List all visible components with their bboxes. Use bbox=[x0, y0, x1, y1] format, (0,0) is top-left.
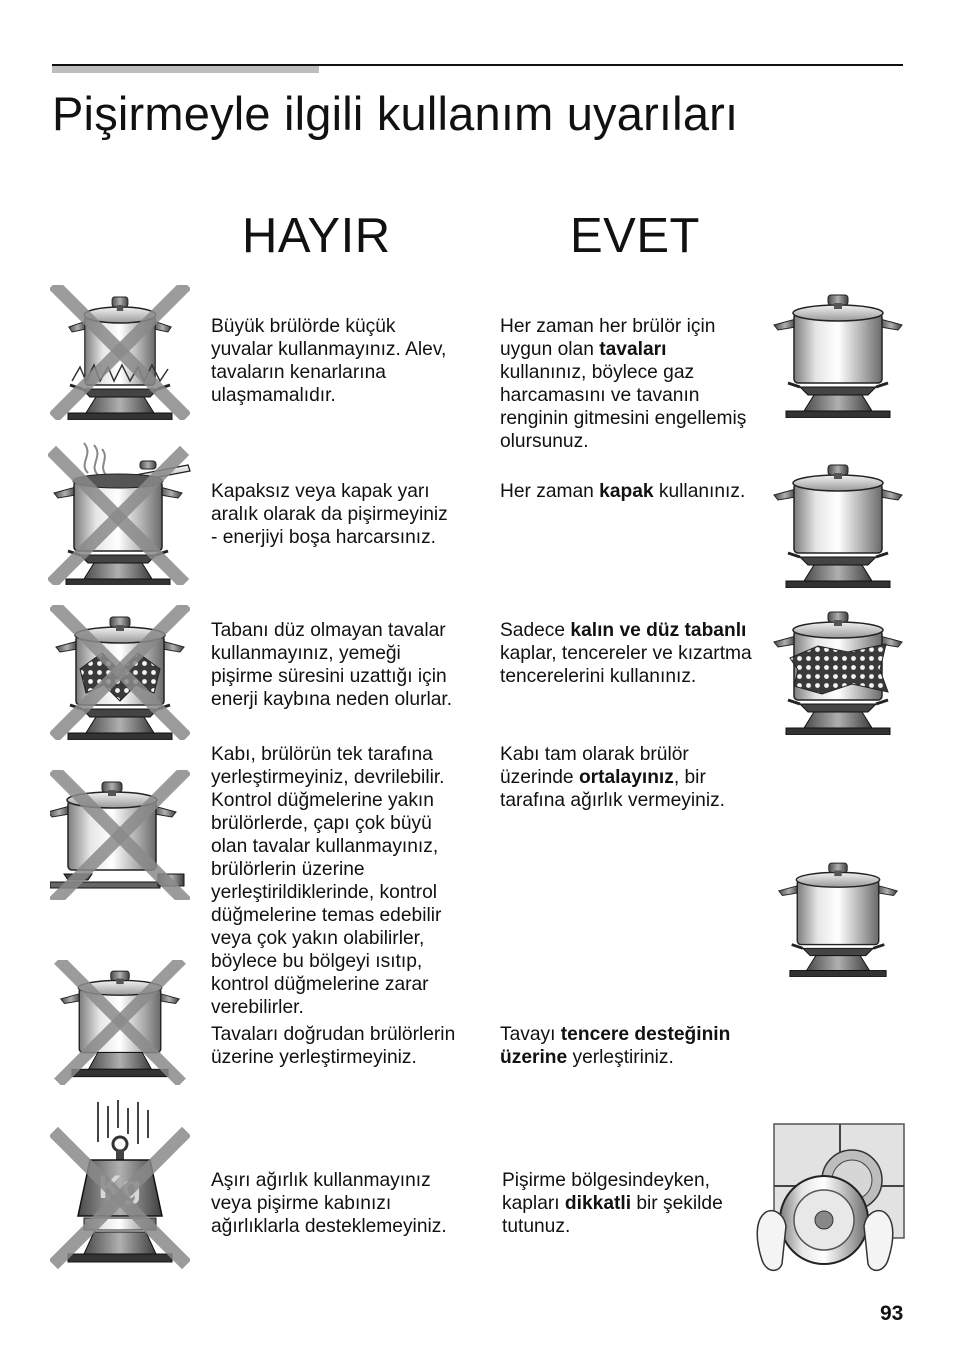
row-6-yes-text: Pişirme bölgesindeyken, kapları dikkatli bir şekilde tutunuz. bbox=[502, 1170, 723, 1237]
row-2-no-text: Kapaksız veya kapak yarı aralık olarak da pişirmeyiniz - enerjiyi boşa harcarsınız. bbox=[211, 481, 448, 548]
row-5-no-text: Tavaları doğrudan brülörlerin üzerine yerleştirmeyiniz. bbox=[211, 1024, 456, 1068]
row-3-yes-text: Sadece kalın ve düz tabanlı kaplar, tencereler ve kızartma tencerelerini kullanınız. bbox=[500, 620, 752, 687]
row-3-no-text: Tabanı düz olmayan tavalar kullanmayınız, yemeği pişirme süresini uzattığı için enerji kaybına neden olurlar. bbox=[211, 620, 453, 710]
header-accent-bar bbox=[52, 66, 319, 73]
illustration-pot-directly-on-burner bbox=[50, 960, 190, 1085]
row-4-no-text: Kabı, brülörün tek tarafına yerleştirmeyiniz, devrilebilir. Kontrol düğmelerine yakın brülörlerde, çapı çok büyü olan tavalar kullanmayınız, brülörlerin üzerine yerleştirildiklerinde, kontrol düğmelerine temas edebilir veya çok yakın olabilirler, böylece bu bölgeyi ısıtıp, kontrol düğmelerine zarar verebilirler. bbox=[211, 744, 445, 1018]
column-heading-yes: EVET bbox=[570, 209, 700, 263]
row-5-yes-text: Tavayı tencere desteğinin üzerine yerleştiriniz. bbox=[500, 1024, 731, 1068]
weight-label: Kg bbox=[98, 1169, 142, 1205]
page-number: 93 bbox=[880, 1302, 904, 1325]
row-1-yes-text: Her zaman her brülör için uygun olan tavaları kullanınız, böylece gaz harcamasını ve tavanın renginin gitmesini engellemiş olursunuz. bbox=[500, 316, 747, 452]
column-heading-no: HAYIR bbox=[242, 209, 391, 263]
illustration-heavy-weight-on-pot bbox=[50, 1098, 190, 1278]
row-6-no-text: Aşırı ağırlık kullanmayınız veya pişirme kabınızı ağırlıklarla desteklemeyiniz. bbox=[211, 1170, 447, 1237]
row-1-no-text: Büyük brülörde küçük yuvalar kullanmayınız. Alev, tavaların kenarlarına ulaşmamalıdır. bbox=[211, 316, 447, 406]
illustration-small-pot-large-burner bbox=[50, 285, 190, 420]
illustration-uneven-base-pot bbox=[50, 605, 190, 740]
illustration-flat-base-pot bbox=[768, 600, 908, 735]
row-4-yes-text: Kabı tam olarak brülör üzerinde ortalayınız, bir tarafına ağırlık vermeyiniz. bbox=[500, 744, 726, 811]
row-2-yes-text: Her zaman kapak kullanınız. bbox=[500, 481, 746, 502]
illustration-pot-without-lid bbox=[48, 425, 193, 585]
illustration-centered-pot bbox=[768, 852, 908, 977]
illustration-correct-pot-size bbox=[768, 283, 908, 418]
illustration-pot-with-lid bbox=[768, 453, 908, 588]
illustration-hands-holding-pan bbox=[752, 1120, 912, 1280]
illustration-off-center-pot bbox=[50, 770, 190, 900]
page-title: Pişirmeyle ilgili kullanım uyarıları bbox=[52, 87, 739, 140]
